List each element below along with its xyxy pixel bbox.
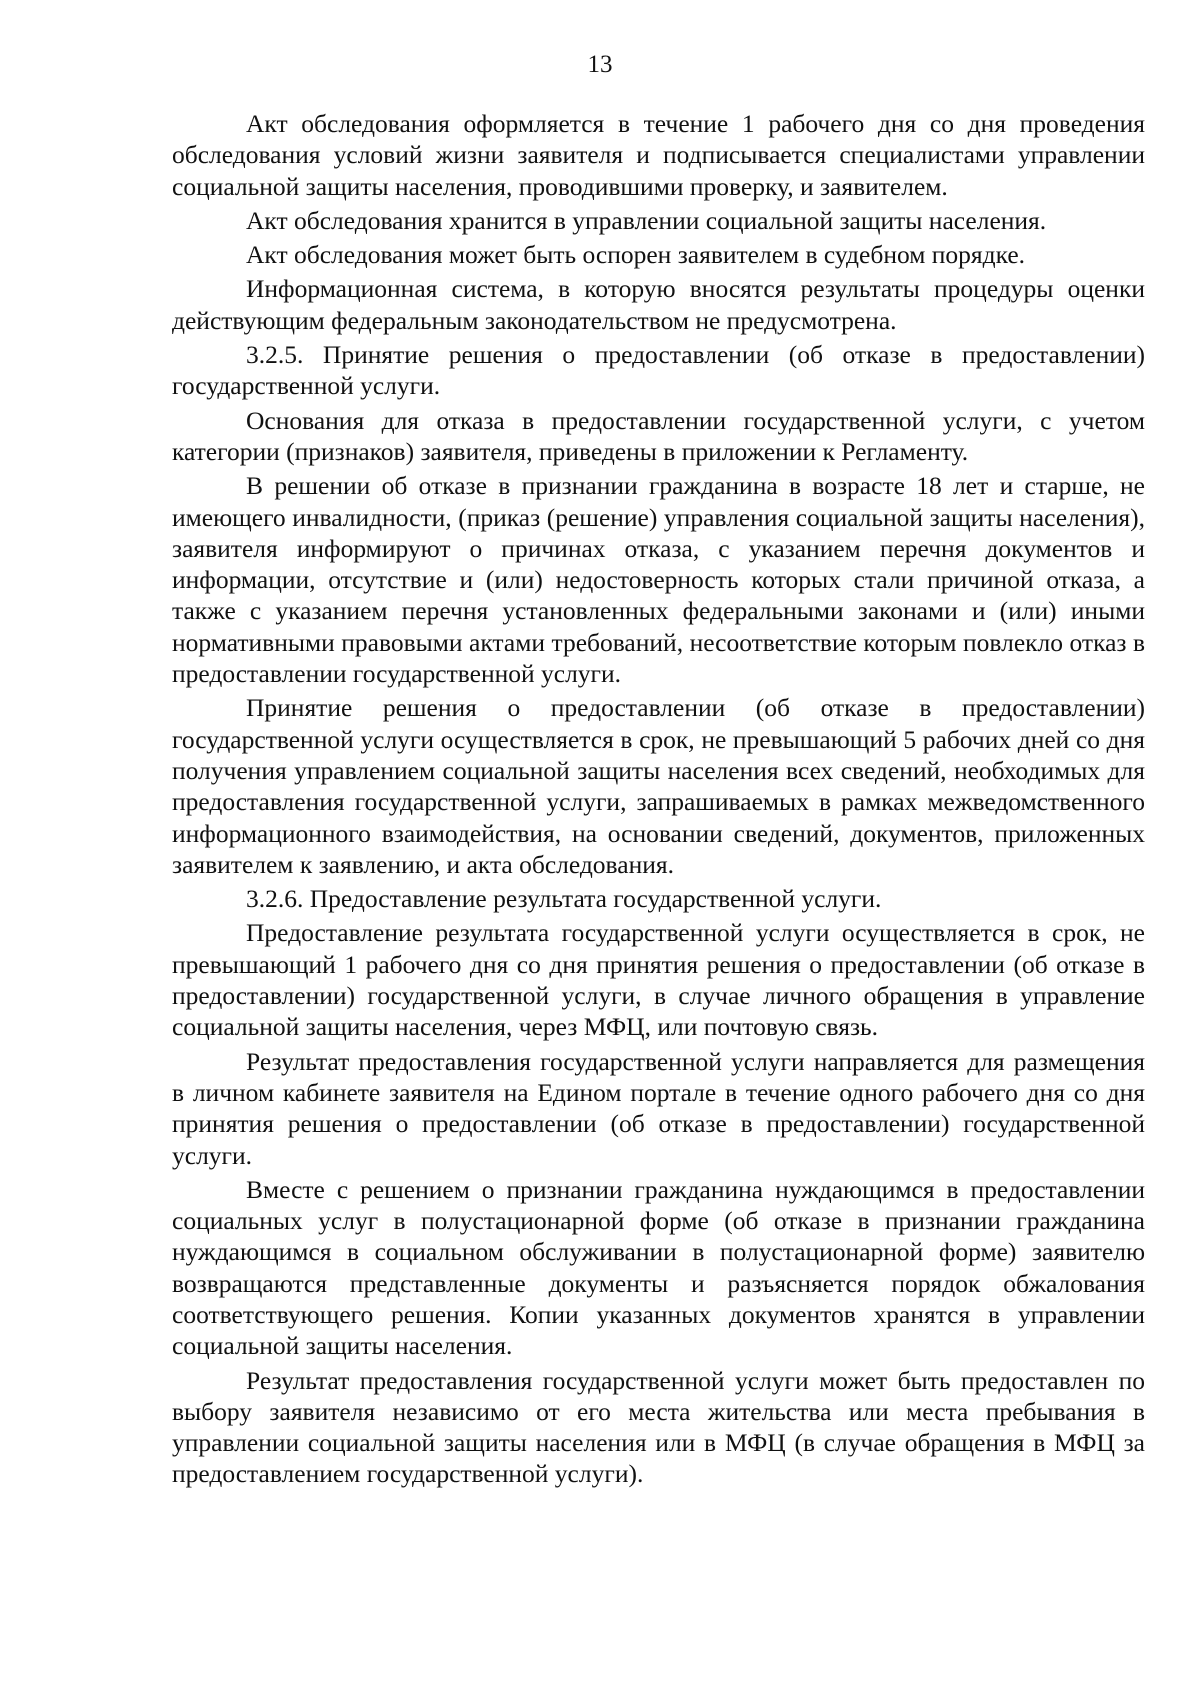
section-heading-3-2-6: 3.2.6. Предоставление результата государственной услуги. xyxy=(246,884,882,914)
paragraph: Информационная система, в которую вносятся результаты процедуры оценки действующим федеральным законодательством не предусмотрена. xyxy=(172,274,1145,335)
section-heading-3-2-5: 3.2.5. Принятие решения о предоставлении (об отказе в предоставлении) государственной услуги. xyxy=(172,340,1145,401)
document-body xyxy=(172,108,1145,1493)
paragraph: Вместе с решением о признании гражданина нуждающимся в предоставлении социальных услуг в полустационарной форме (об отказе в признании гражданина нуждающимся в социальном обслуживании в полустационарной форме) заявителю возвращаются представленные документы и разъясняется порядок обжалования соответствующего решения. Копии указанных документов хранятся в управлении социальной защиты населения. xyxy=(172,1174,1145,1361)
paragraph: Акт обследования оформляется в течение 1 рабочего дня со дня проведения обследования условий жизни заявителя и подписывается специалистами управлении социальной защиты населения, проводившими проверку, и заявителем. xyxy=(172,109,1145,201)
page-number: 13 xyxy=(587,51,613,78)
paragraph: Акт обследования может быть оспорен заявителем в судебном порядке. xyxy=(246,240,1026,270)
paragraph: Результат предоставления государственной услуги направляется для размещения в личном кабинете заявителя на Едином портале в течение одного рабочего дня со дня принятия решения о предоставлении (об отказе в предоставлении) государственной услуги. xyxy=(172,1046,1145,1170)
paragraph: Акт обследования хранится в управлении социальной защиты населения. xyxy=(246,205,1047,235)
paragraph: Результат предоставления государственной услуги может быть предоставлен по выбору заявителя независимо от его места жительства или места пребывания в управлении социальной защиты населения или в МФЦ (в случае обращения в МФЦ за предоставлением государственной услуги). xyxy=(172,1365,1145,1489)
paragraph: Основания для отказа в предоставлении государственной услуги, с учетом категории (признаков) заявителя, приведены в приложении к Регламенту. xyxy=(172,405,1145,466)
paragraph: Принятие решения о предоставлении (об отказе в предоставлении) государственной услуги осуществляется в срок, не превышающий 5 рабочих дней со дня получения управлением социальной защиты населения всех сведений, необходимых для предоставления государственной услуги, запрашиваемых в рамках межведомственного информационного взаимодействия, на основании сведений, документов, приложенных заявителем к заявлению, и акта обследования. xyxy=(172,693,1145,879)
paragraph: В решении об отказе в признании гражданина в возрасте 18 лет и старше, не имеющего инвалидности, (приказ (решение) управления социальной защиты населения), заявителя информируют о причинах отказа, с указанием перечня документов и информации, отсутствие и (или) недостоверность которых стали причиной отказа, а также с указанием перечня установленных федеральными законами и (или) иными нормативными правовыми актами требований, несоответствие которым повлекло отказ в предоставлении государственной услуги. xyxy=(172,471,1145,689)
paragraph: Предоставление результата государственной услуги осуществляется в срок, не превышающий 1 рабочего дня со дня принятия решения о предоставлении (об отказе в предоставлении) государственной услуги, в случае личного обращения в управление социальной защиты населения, через МФЦ, или почтовую связь. xyxy=(172,918,1145,1042)
